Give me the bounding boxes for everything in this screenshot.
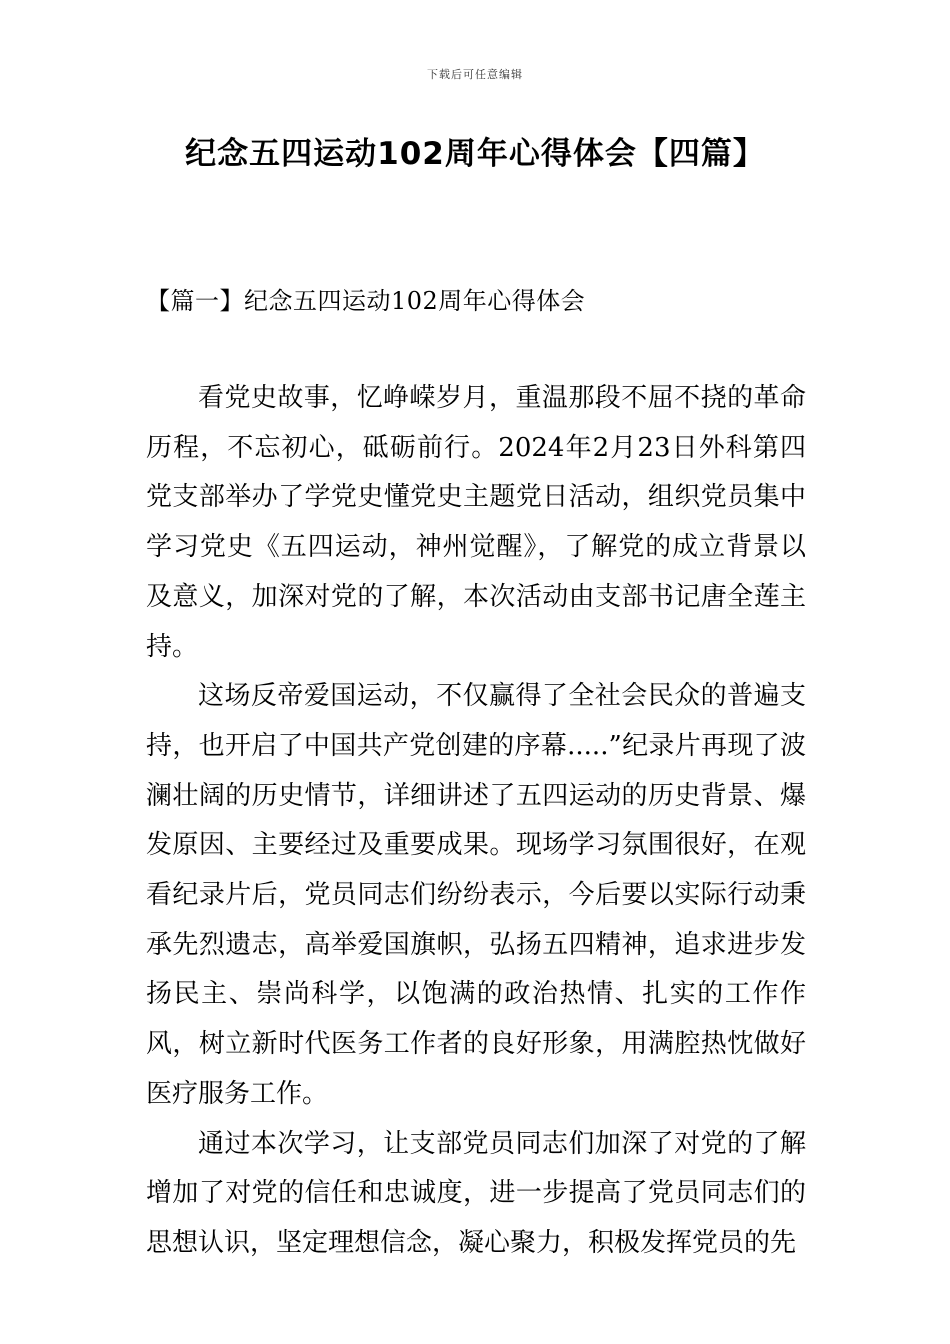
section-heading: 【篇一】纪念五四运动102周年心得体会	[146, 287, 586, 315]
paragraph: 这场反帝爱国运动，不仅赢得了全社会民众的普遍支持，也开启了中国共产党创建的序幕.....”纪录片再现了波澜壮阔的历史情节，详细讲述了五四运动的历史背景、爆发原因、主要经过及重要成果。现场学习氛围很好，在观看纪录片后，党员同志们纷纷表示，今后要以实际行动秉承先烈遗志，高举爱国旗帜，弘扬五四精神，追求进步发扬民主、崇尚科学，以饱满的政治热情、扎实的工作作风，树立新时代医务工作者的良好形象，用满腔热忱做好医疗服务工作。	[146, 681, 806, 1109]
paragraph: 看党史故事，忆峥嵘岁月，重温那段不屈不挠的革命历程，不忘初心，砥砺前行。2024年2月23日外科第四党支部举办了学党史懂党史主题党日活动，组织党员集中学习党史《五四运动，神州觉醒》，了解党的成立背景以及意义，加深对党的了解，本次活动由支部书记唐全莲主持。	[146, 383, 806, 662]
body-text	[146, 374, 806, 1269]
paragraph: 通过本次学习，让支部党员同志们加深了对党的了解增加了对党的信任和忠诚度，进一步提高了党员同志们的思想认识，坚定理想信念，凝心聚力，积极发挥党员的先	[146, 1128, 806, 1258]
document-title: 纪念五四运动102周年心得体会【四篇】	[185, 136, 765, 172]
header-note: 下载后可任意编辑	[427, 68, 523, 81]
